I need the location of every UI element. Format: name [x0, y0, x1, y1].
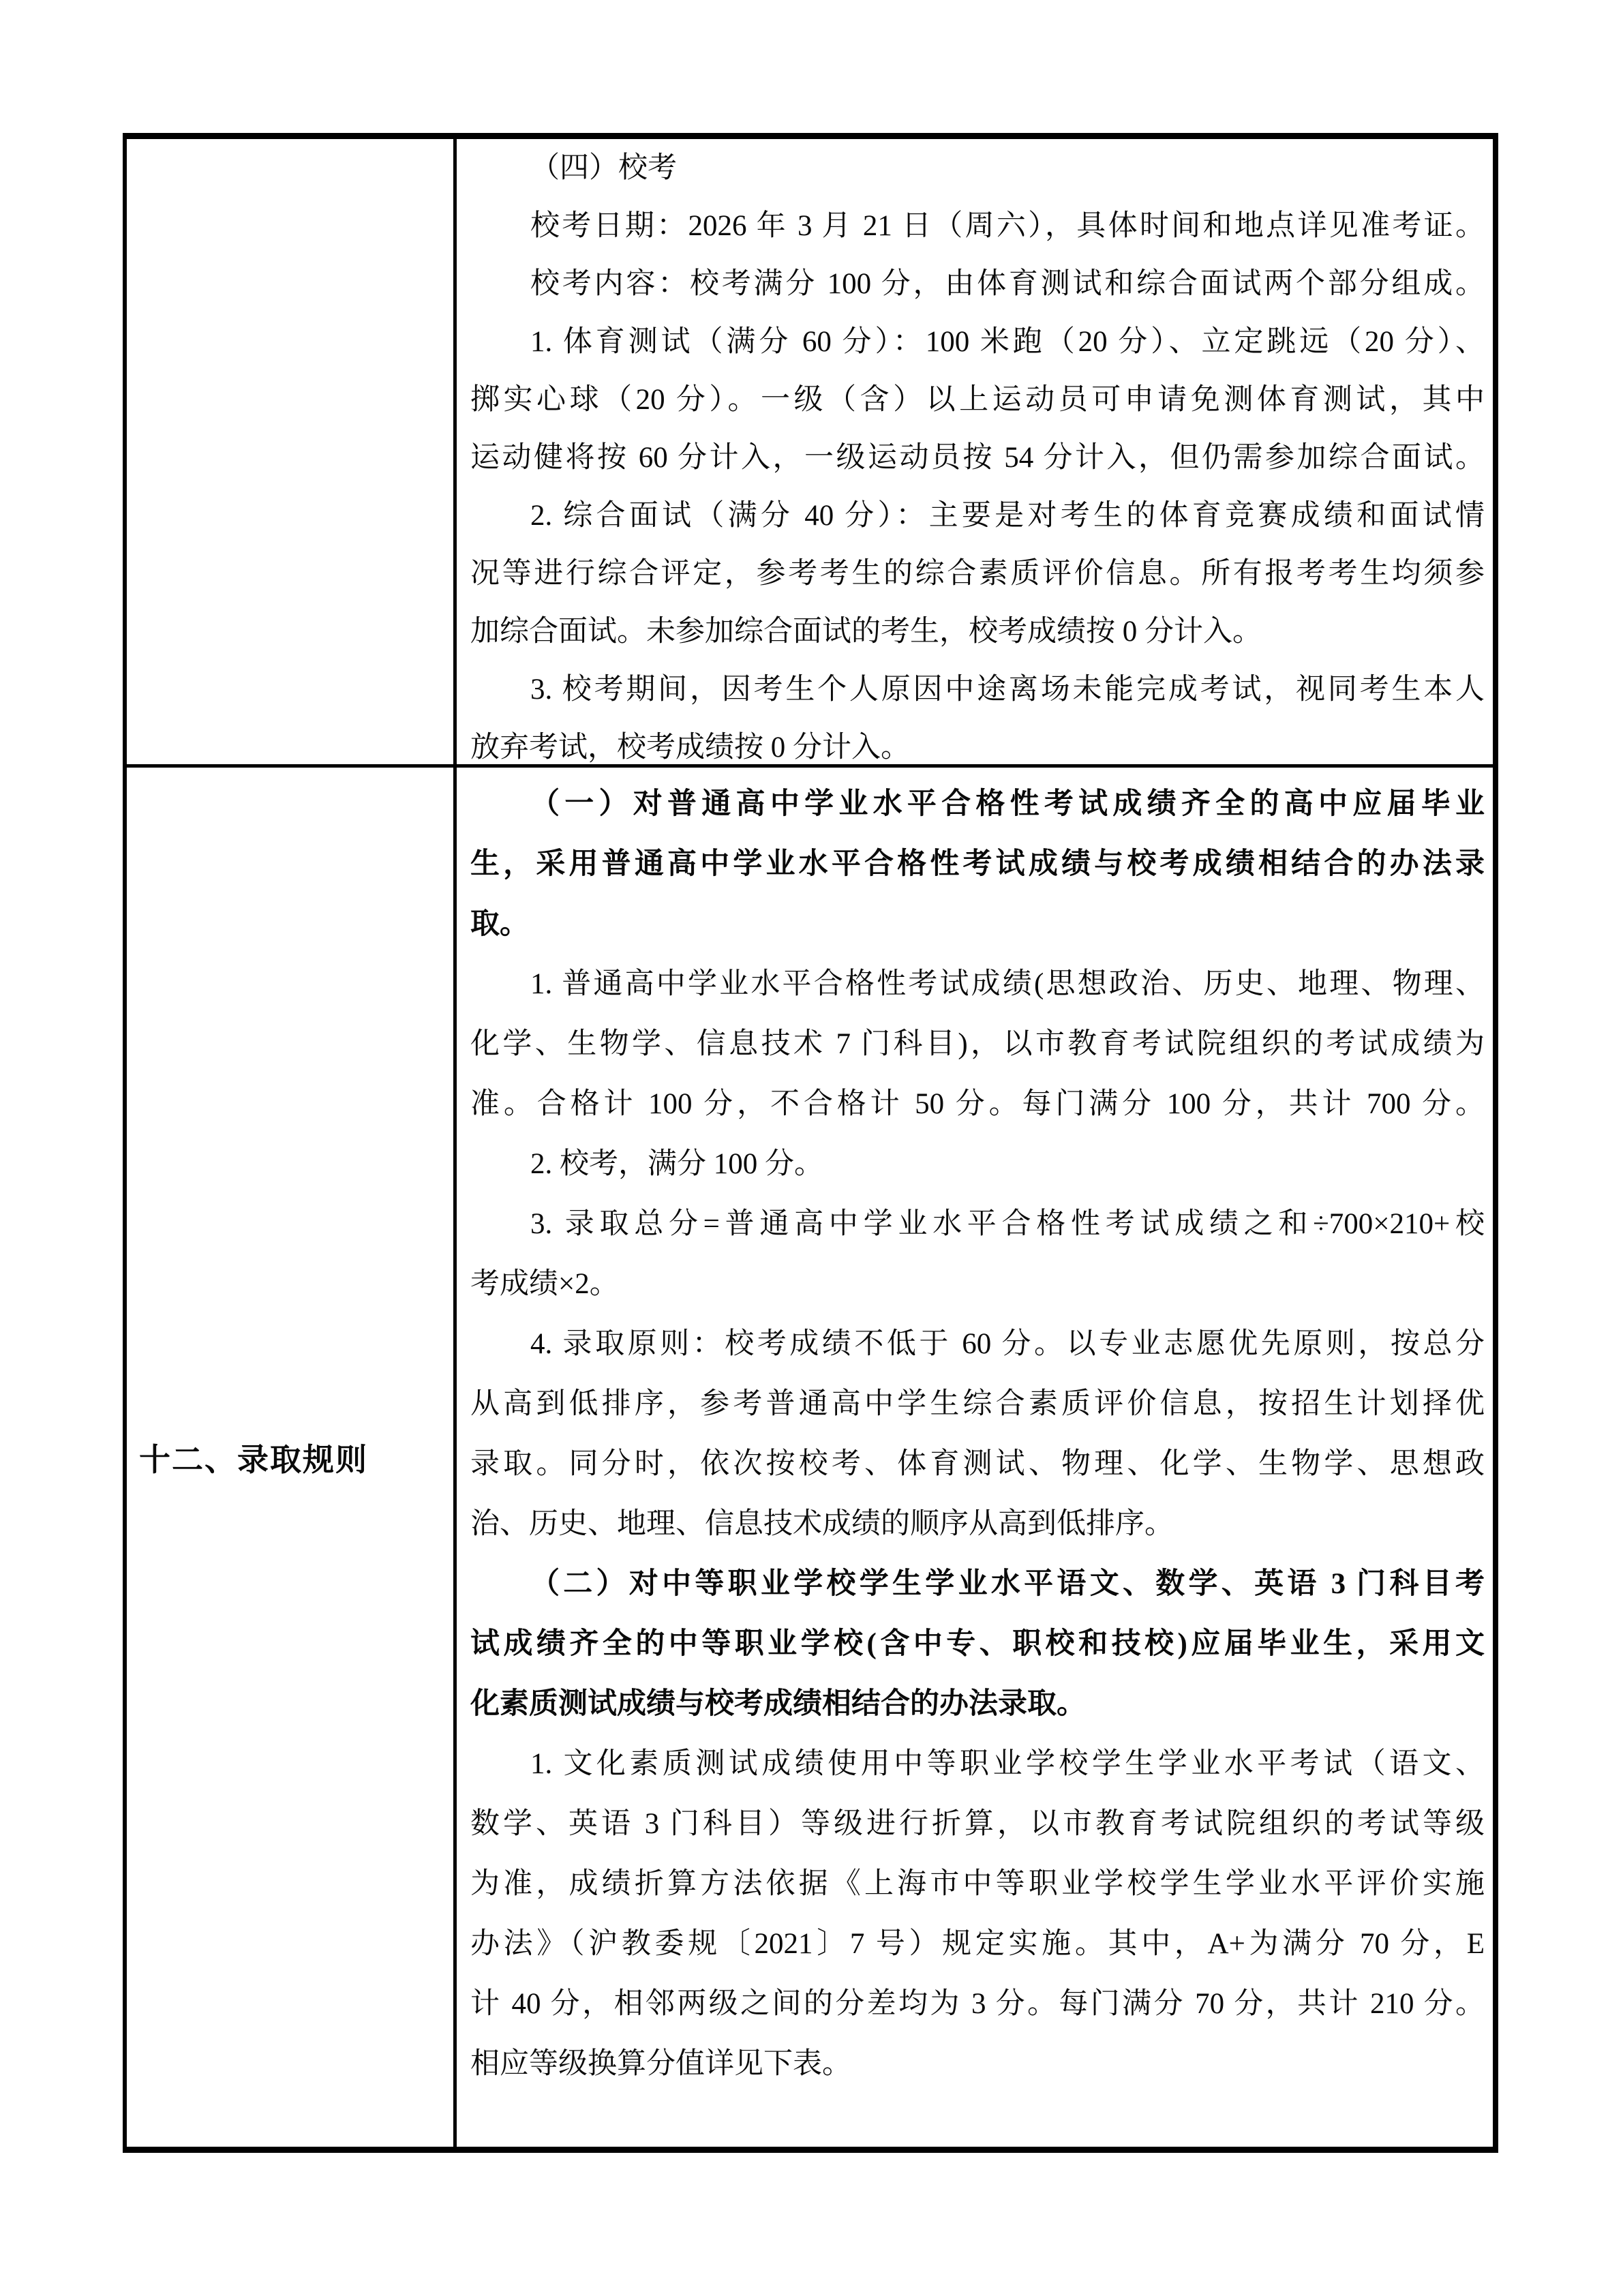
text-line: 运动健将按 60 分计入，一级运动员按 54 分计入，但仍需参加综合面试。 — [470, 442, 1485, 474]
text-line: （一）对普通高中学业水平合格性考试成绩齐全的高中应届毕业 — [530, 788, 1485, 820]
text-line: 生，采用普通高中学业水平合格性考试成绩与校考成绩相结合的办法录 — [470, 848, 1485, 880]
text-line: 化学、生物学、信息技术 7 门科目)，以市教育考试院组织的考试成绩为 — [470, 1028, 1485, 1060]
admission-rules-table — [123, 133, 1498, 2153]
text-line: 3. 校考期间，因考生个人原因中途离场未能完成考试，视同考生本人 — [530, 674, 1485, 706]
text-line: 掷实心球（20 分）。一级（含）以上运动员可申请免测体育测试，其中 — [470, 384, 1485, 416]
text-line: 4. 录取原则：校考成绩不低于 60 分。以专业志愿优先原则，按总分 — [530, 1328, 1485, 1360]
text-line: 1. 文化素质测试成绩使用中等职业学校学生学业水平考试（语文、 — [530, 1748, 1485, 1780]
text-line: 3. 录取总分=普通高中学业水平合格性考试成绩之和÷700×210+校 — [530, 1208, 1485, 1240]
text-line: 2. 综合面试（满分 40 分）：主要是对考生的体育竞赛成绩和面试情 — [530, 500, 1485, 532]
text-line: 准。合格计 100 分，不合格计 50 分。每门满分 100 分，共计 700 分。 — [470, 1088, 1485, 1120]
text-line: 校考内容：校考满分 100 分，由体育测试和综合面试两个部分组成。 — [530, 268, 1485, 300]
text-line: 1. 普通高中学业水平合格性考试成绩(思想政治、历史、地理、物理、 — [530, 968, 1485, 1000]
text-line: 相应等级换算分值详见下表。 — [470, 2048, 851, 2080]
row2-content-cell — [457, 768, 1493, 2147]
text-line: 取。 — [470, 908, 529, 940]
text-line: 试成绩齐全的中等职业学校(含中专、职校和技校)应届毕业生，采用文 — [470, 1628, 1485, 1660]
text-line: （四）校考 — [530, 152, 677, 184]
text-line: 校考日期：2026 年 3 月 21 日（周六），具体时间和地点详见准考证。 — [530, 210, 1485, 242]
text-line: 数学、英语 3 门科目）等级进行折算，以市教育考试院组织的考试等级 — [470, 1808, 1485, 1840]
row1-label-cell — [127, 139, 453, 764]
text-line: 放弃考试，校考成绩按 0 分计入。 — [470, 731, 910, 764]
text-line: 1. 体育测试（满分 60 分）：100 米跑（20 分）、立定跳远（20 分）、 — [530, 326, 1485, 358]
text-line: 况等进行综合评定，参考考生的综合素质评价信息。所有报考考生均须参 — [470, 558, 1485, 590]
row2-label-cell — [127, 768, 453, 2147]
text-line: 2. 校考，满分 100 分。 — [530, 1148, 823, 1180]
row1-content-cell — [457, 139, 1493, 764]
text-line: 加综合面试。未参加综合面试的考生，校考成绩按 0 分计入。 — [470, 616, 1262, 648]
text-line: 化素质测试成绩与校考成绩相结合的办法录取。 — [470, 1688, 1086, 1720]
text-line: 考成绩×2。 — [470, 1268, 619, 1300]
text-line: 录取。同分时，依次按校考、体育测试、物理、化学、生物学、思想政 — [470, 1448, 1485, 1480]
text-line: （二）对中等职业学校学生学业水平语文、数学、英语 3 门科目考 — [530, 1568, 1485, 1600]
text-line: 计 40 分，相邻两级之间的分差均为 3 分。每门满分 70 分，共计 210 分。 — [470, 1988, 1485, 2020]
section-label: 十二、录取规则 — [139, 1442, 368, 1477]
text-line: 为准，成绩折算方法依据《上海市中等职业学校学生学业水平评价实施 — [470, 1868, 1485, 1900]
text-line: 治、历史、地理、信息技术成绩的顺序从高到低排序。 — [470, 1508, 1174, 1540]
text-line: 办法》（沪教委规〔2021〕7 号）规定实施。其中，A+为满分 70 分，E — [470, 1928, 1485, 1960]
text-line: 从高到低排序，参考普通高中学生综合素质评价信息，按招生计划择优 — [470, 1388, 1485, 1420]
